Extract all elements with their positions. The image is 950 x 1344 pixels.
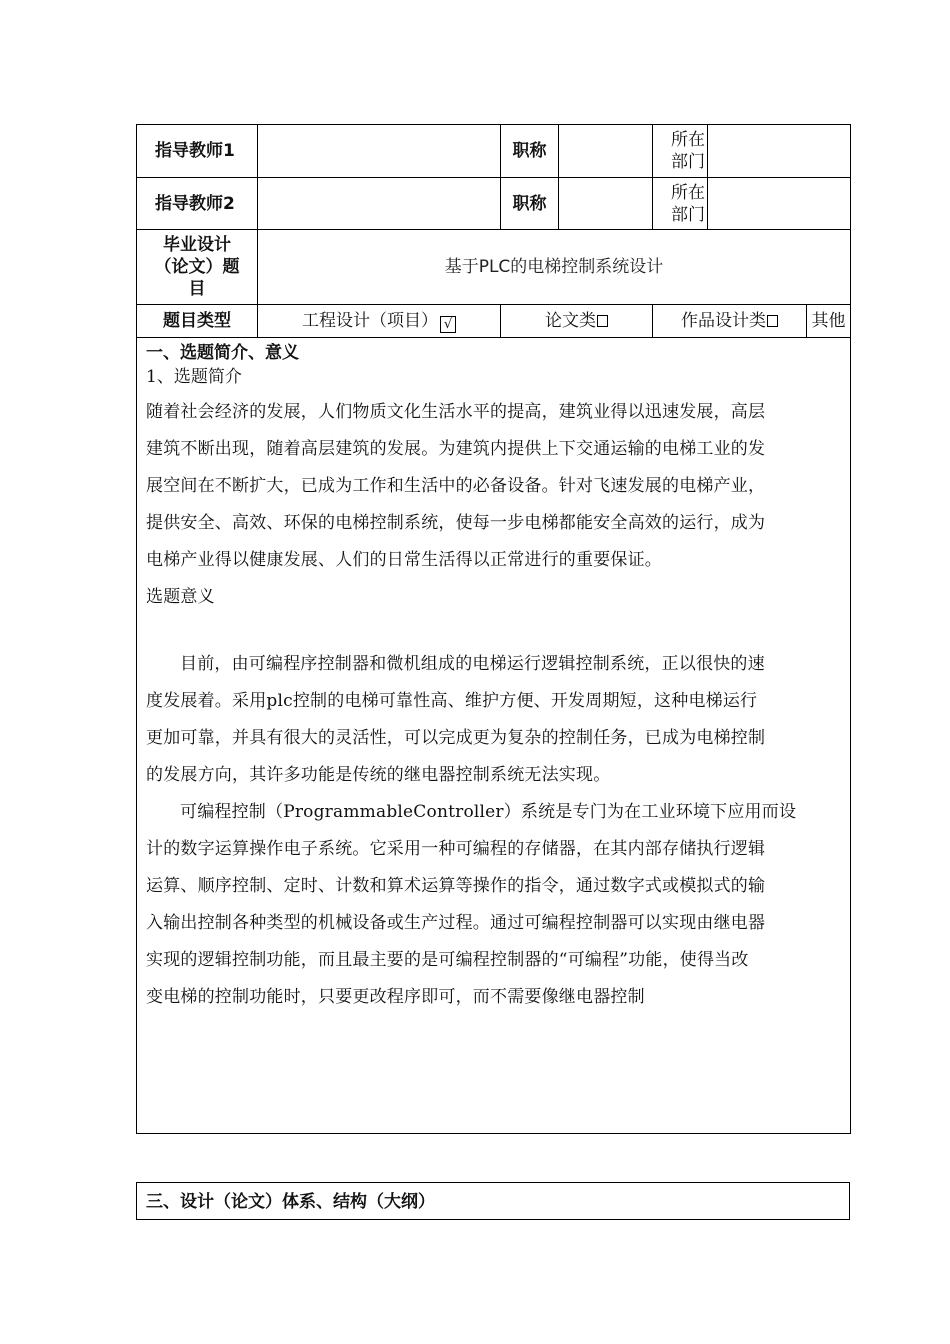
intro-paragraph [146, 394, 842, 579]
intro-line: 提供安全、高效、环保的电梯控制系统，使每一步电梯都能安全高效的运行，成为 [146, 513, 766, 533]
advisor1-value[interactable] [258, 125, 501, 178]
advisor2-value[interactable] [258, 178, 501, 230]
significance-paragraph [146, 646, 842, 794]
type-option-label: 工程设计（项目） [302, 310, 438, 331]
significance-line: 目前，由可编程序控制器和微机组成的电梯运行逻辑控制系统，正以很快的速 [180, 654, 765, 674]
dept-label-line1: 所在 [671, 182, 705, 203]
thesis-form-table [136, 124, 851, 1134]
topic-label-line1: 毕业设计 [163, 235, 231, 255]
type-option-cell-group [653, 305, 851, 338]
significance-line: 更加可靠，并具有很大的灵活性，可以完成更为复杂的控制任务，已成为电梯控制 [146, 728, 766, 748]
section1-content[interactable] [137, 338, 851, 1134]
plc-line: 运算、顺序控制、定时、计数和算术运算等操作的指令，通过数字式或模拟式的输 [146, 876, 766, 896]
section3-heading: 三、设计（论文）体系、结构（大纲） [146, 1192, 435, 1212]
intro-line: 建筑不断出现，随着高层建筑的发展。为建筑内提供上下交通运输的电梯工业的发 [146, 439, 766, 459]
intro-line: 随着社会经济的发展，人们物质文化生活水平的提高，建筑业得以迅速发展，高层 [146, 402, 766, 422]
advisor1-dept-value[interactable] [708, 125, 851, 178]
dept-label-line2: 部门 [671, 152, 705, 172]
significance-line: 的发展方向，其许多功能是传统的继电器控制系统无法实现。 [146, 765, 611, 785]
type-option-other[interactable] [807, 305, 850, 337]
advisor1-label: 指导教师1 [137, 125, 258, 178]
type-label: 题目类型 [137, 305, 258, 338]
type-option-label: 作品设计类 [681, 311, 766, 331]
section1-sub2: 选题意义 [146, 587, 215, 607]
advisor2-dept-label [653, 178, 708, 230]
dept-label-line2: 部门 [671, 204, 705, 225]
dept-label-line1: 所在 [671, 130, 705, 150]
plc-line: 入输出控制各种类型的机械设备或生产过程。通过可编程控制器可以实现由继电器 [146, 913, 766, 933]
advisor2-rank-value[interactable] [559, 178, 653, 230]
type-option-label: 其他 [811, 311, 846, 331]
type-option-work[interactable] [653, 305, 807, 337]
advisor1-rank-value[interactable] [559, 125, 653, 178]
checkbox-checked-icon[interactable]: √ [440, 316, 456, 333]
significance-line: 度发展着。采用plc控制的电梯可靠性高、维护方便、开发周期短，这种电梯运行 [146, 691, 758, 711]
checkbox-empty-icon[interactable] [597, 315, 608, 327]
section1-row [137, 338, 851, 1134]
section3-box[interactable] [136, 1182, 850, 1220]
checkbox-empty-icon[interactable] [767, 315, 778, 327]
advisor1-row [137, 125, 851, 178]
intro-line: 展空间在不断扩大，已成为工作和生活中的必备设备。针对飞速发展的电梯产业， [146, 476, 766, 496]
topic-row [137, 230, 851, 305]
topic-label [137, 230, 258, 305]
advisor2-dept-value[interactable] [708, 178, 851, 230]
advisor2-rank-label: 职称 [501, 178, 559, 230]
section1-heading: 一、选题简介、意义 [146, 343, 299, 363]
topic-label-line3: 目 [188, 279, 206, 299]
advisor2-row [137, 178, 851, 230]
topic-label-line2: （论文）题 [154, 257, 240, 277]
plc-line: 变电梯的控制功能时，只要更改程序即可，而不需要像继电器控制 [146, 987, 645, 1007]
spacer [146, 616, 842, 646]
type-option-thesis[interactable] [501, 305, 653, 338]
plc-line: 可编程控制（ProgrammableController）系统是专门为在工业环境下应用而设 [180, 802, 797, 822]
type-option-engineering[interactable] [258, 305, 501, 338]
plc-line: 计的数字运算操作电子系统。它采用一种可编程的存储器，在其内部存储执行逻辑 [146, 839, 766, 859]
type-option-label: 论文类 [545, 311, 596, 331]
section1-sub1: 1、选题简介 [146, 367, 242, 387]
advisor1-dept-label [653, 125, 708, 178]
topic-value[interactable]: 基于PLC的电梯控制系统设计 [258, 230, 851, 305]
plc-line: 实现的逻辑控制功能，而且最主要的是可编程控制器的“可编程”功能，使得当改 [146, 950, 749, 970]
plc-paragraph [146, 794, 842, 1016]
advisor2-label: 指导教师2 [137, 178, 258, 230]
type-row [137, 305, 851, 338]
advisor1-rank-label: 职称 [501, 125, 559, 178]
intro-line: 电梯产业得以健康发展、人们的日常生活得以正常进行的重要保证。 [146, 550, 662, 570]
